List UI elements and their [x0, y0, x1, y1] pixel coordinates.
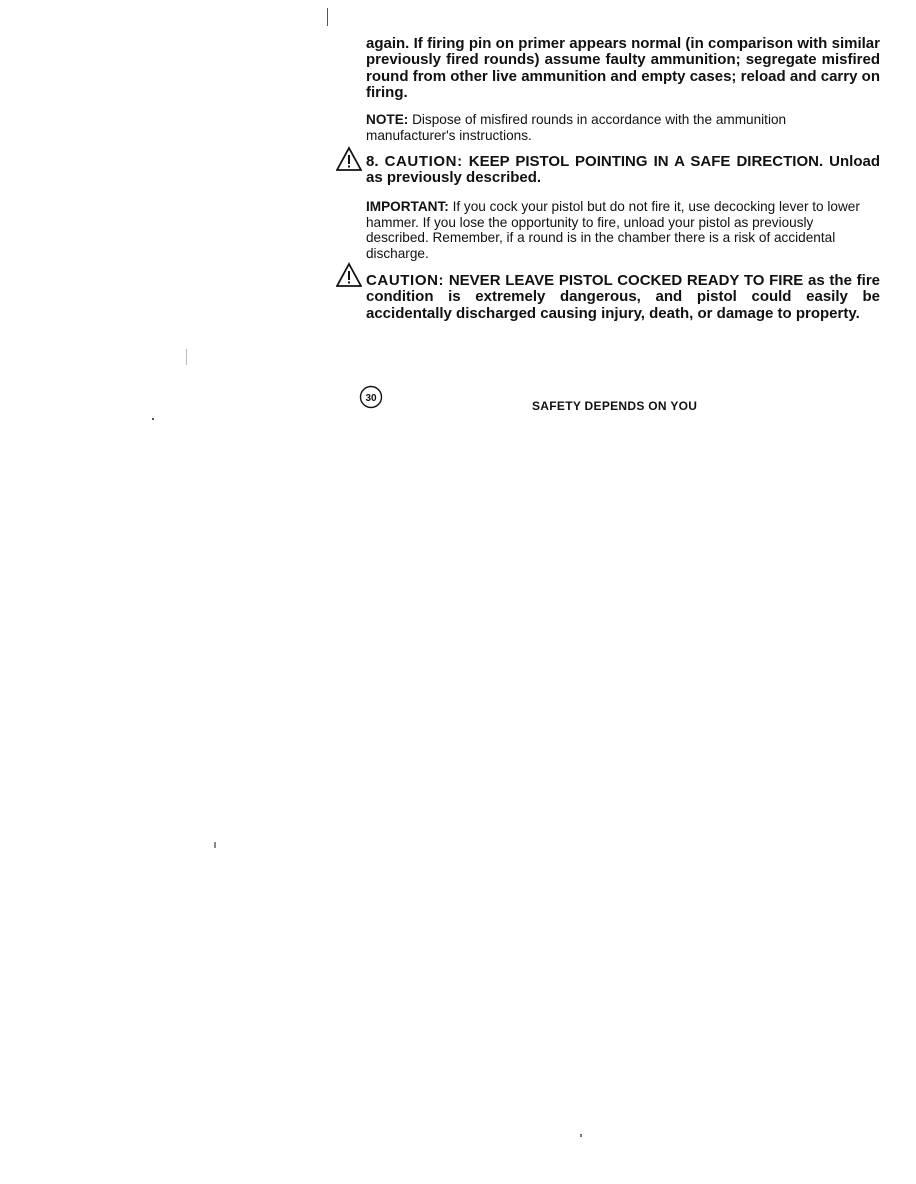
scan-mark	[327, 8, 328, 26]
note-text: Dispose of misfired rounds in accordance with the ammunition manufacturer's instructions.	[366, 112, 787, 143]
misfire-instruction-block	[366, 36, 880, 101]
scan-mark	[186, 349, 187, 365]
important-block	[366, 199, 874, 261]
caution-cocked-block	[366, 273, 880, 322]
caution-cocked-label: CAUTION:	[366, 272, 445, 289]
running-footer-title: SAFETY DEPENDS ON YOU	[532, 399, 698, 413]
warning-triangle-icon	[336, 262, 362, 288]
scan-mark	[214, 842, 216, 848]
note-block	[366, 112, 836, 143]
step-8-number: 8.	[366, 153, 385, 170]
important-label: IMPORTANT:	[366, 199, 449, 214]
caution-cocked-paragraph	[366, 273, 880, 322]
step-8-text: KEEP PISTOL POINTING IN A SAFE DIRECTION. Unload as previously described.	[366, 153, 880, 187]
step-8-paragraph	[366, 154, 880, 187]
page-number: 30	[365, 393, 377, 404]
caution-cocked-text: NEVER LEAVE PISTOL COCKED READY TO FIRE as the fire condition is extremely dangerous, and pistol could easily be accidentally discharged causing injury, death, or damage to property.	[366, 272, 880, 322]
note-paragraph	[366, 112, 836, 143]
step-8-caution-label: CAUTION:	[384, 153, 463, 170]
misfire-instruction-text: again. If firing pin on primer appears normal (in comparison with similar previously fired rounds) assume faulty ammunition; segregate misfired round from other live ammunition and empty cases; reload and carry on firing.	[366, 35, 880, 101]
scan-mark	[152, 418, 154, 420]
scan-mark	[580, 1134, 582, 1137]
warning-triangle-icon	[336, 146, 362, 172]
important-text: If you cock your pistol but do not fire it, use decocking lever to lower hammer. If you lose the opportunity to fire, unload your pistol as previously described. Remember, if a round is in the chamber there is a risk of accidental discharge.	[366, 199, 860, 261]
important-paragraph	[366, 199, 874, 261]
note-label: NOTE:	[366, 112, 409, 127]
step-8-block	[366, 154, 880, 187]
page-number-badge	[359, 385, 383, 409]
